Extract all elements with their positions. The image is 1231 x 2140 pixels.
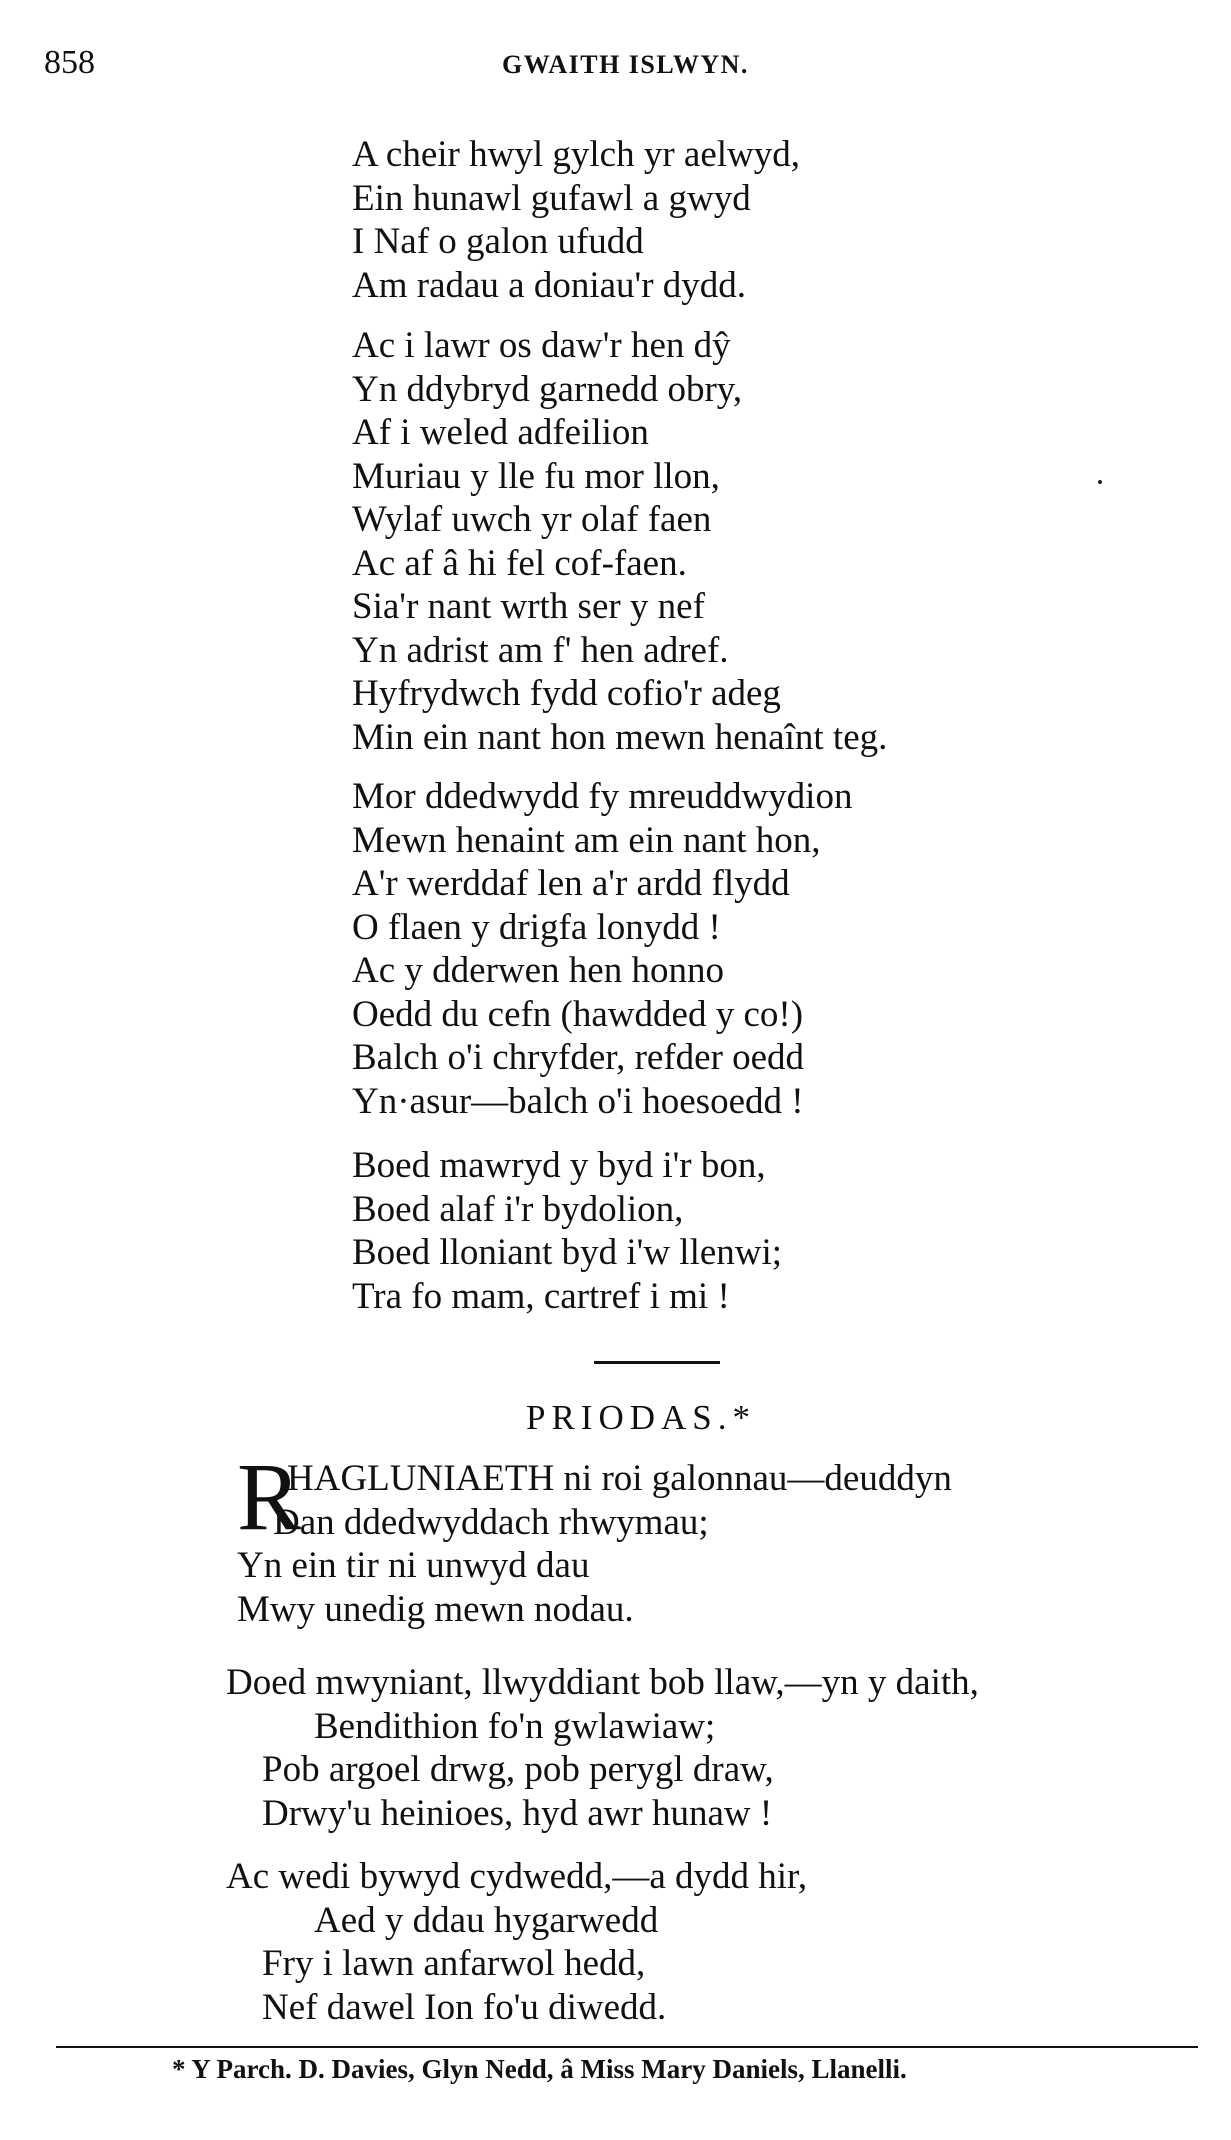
footnote: * Y Parch. D. Davies, Glyn Nedd, â Miss Mary Daniels, Llanelli. — [172, 2054, 907, 2084]
verse-line: Mor ddedwydd fy mreuddwydion — [352, 776, 853, 817]
verse-line: Mewn henaint am ein nant hon, — [352, 819, 821, 861]
verse-line: Boed mawryd y byd i'r bon, — [352, 1145, 766, 1186]
verse-line: A'r werddaf len a'r ardd flydd — [352, 863, 790, 904]
stanza — [352, 775, 852, 1123]
verse-line: Ac y dderwen hen honno — [352, 950, 724, 991]
verse-line: Sia'r nant wrth ser y nef — [352, 586, 705, 627]
verse-line: Am radau a doniau'r dydd. — [352, 264, 747, 306]
stanza — [352, 324, 887, 759]
stanza — [352, 133, 800, 307]
verse-line: Balch o'i chryfder, refder oedd — [352, 1037, 805, 1078]
page-number: 858 — [44, 44, 95, 81]
englyn — [226, 1855, 807, 2029]
verse-line: Oedd du cefn (hawdded y co!) — [352, 993, 804, 1035]
verse-line: Ac af â hi fel cof-faen. — [352, 542, 687, 584]
verse-line: O flaen y drigfa lonydd ! — [352, 906, 721, 948]
verse-line: Yn ein tir ni unwyd dau — [237, 1545, 590, 1586]
verse-line: Yn ddybryd garnedd obry, — [352, 368, 743, 410]
verse-line: Drwy'u heinioes, hyd awr hunaw ! — [262, 1792, 773, 1834]
verse-line: Yn adrist am f' hen adref. — [352, 629, 729, 671]
drop-cap: R — [237, 1443, 302, 1550]
verse-line: HAGLUNIAETH ni roi galonnau—deuddyn — [287, 1458, 952, 1499]
verse-line: Aed y ddau hygarwedd — [314, 1899, 659, 1941]
englyn — [237, 1457, 952, 1631]
verse-line: Ac wedi bywyd cydwedd,—a dydd hir, — [226, 1856, 808, 1897]
englyn — [226, 1661, 979, 1835]
stanza — [352, 1144, 782, 1318]
section-divider — [594, 1361, 720, 1364]
verse-line: Muriau y lle fu mor llon, — [352, 455, 720, 497]
verse-line: Hyfrydwch fydd cofio'r adeg — [352, 673, 781, 714]
verse-line: Dan ddedwyddach rhwymau; — [273, 1501, 709, 1543]
verse-line: Bendithion fo'n gwlawiaw; — [314, 1705, 716, 1747]
verse-line: Boed alaf i'r bydolion, — [352, 1188, 684, 1230]
footnote-divider — [56, 2046, 1198, 2048]
verse-line: Nef dawel Ion fo'u diwedd. — [262, 1986, 667, 2028]
verse-line: I Naf o galon ufudd — [352, 221, 644, 262]
verse-line: Pob argoel drwg, pob perygl draw, — [262, 1749, 774, 1790]
verse-line: Ac i lawr os daw'r hen dŷ — [352, 325, 731, 366]
verse-line: Boed lloniant byd i'w llenwi; — [352, 1232, 783, 1273]
poem-title: PRIODAS.* — [526, 1398, 757, 1437]
verse-line: Af i weled adfeilion — [352, 412, 649, 453]
running-head: GWAITH ISLWYN. — [502, 50, 749, 79]
verse-line: Wylaf uwch yr olaf faen — [352, 499, 712, 540]
verse-line: Mwy unedig mewn nodau. — [237, 1588, 634, 1630]
verse-line: A cheir hwyl gylch yr aelwyd, — [352, 134, 800, 175]
print-speck — [1098, 480, 1102, 484]
verse-line: Fry i lawn anfarwol hedd, — [262, 1943, 646, 1984]
verse-line: Min ein nant hon mewn henaînt teg. — [352, 716, 888, 758]
verse-line: Tra fo mam, cartref i mi ! — [352, 1275, 730, 1317]
verse-line: Ein hunawl gufawl a gwyd — [352, 177, 751, 219]
verse-line: Doed mwyniant, llwyddiant bob llaw,—yn y daith, — [226, 1662, 979, 1703]
verse-line: Yn·asur—balch o'i hoesoedd ! — [352, 1080, 804, 1122]
